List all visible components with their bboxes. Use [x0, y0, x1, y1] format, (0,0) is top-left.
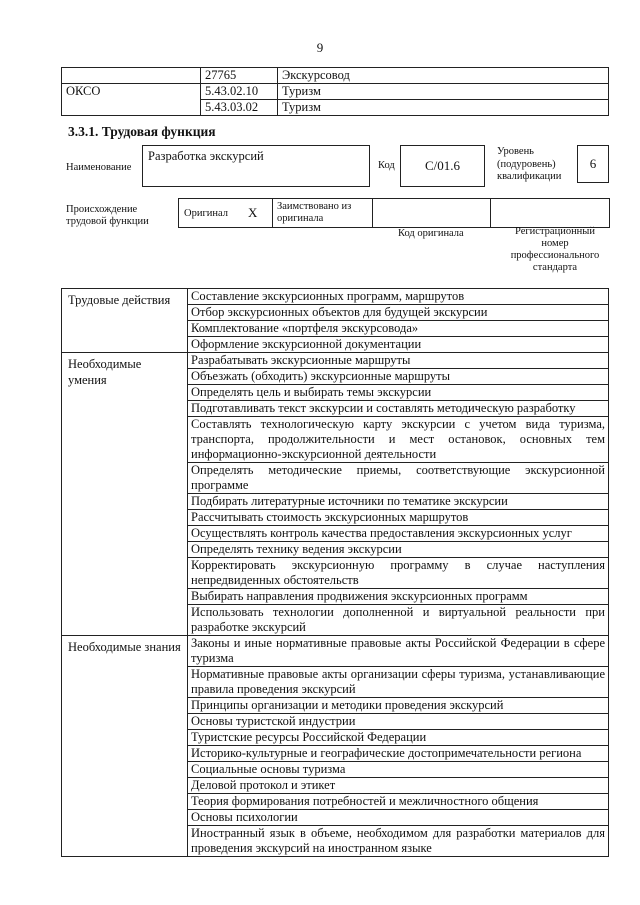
section-item: Туристские ресурсы Российской Федерации	[188, 730, 609, 746]
okso-name: Туризм	[278, 100, 609, 116]
section-category: Трудовые действия	[62, 289, 188, 353]
section-item: Объезжать (обходить) экскурсионные маршруты	[188, 369, 609, 385]
okso-empty-cell	[62, 68, 201, 84]
divider	[372, 198, 373, 228]
reg-number-label: Регистрационный номер профессионального стандарта	[510, 226, 600, 273]
section-item: Основы психологии	[188, 810, 609, 826]
okso-code: 5.43.02.10	[201, 84, 278, 100]
divider	[490, 198, 491, 228]
table-row	[62, 353, 609, 369]
section-item: Социальные основы туризма	[188, 762, 609, 778]
okso-name: Экскурсовод	[278, 68, 609, 84]
section-item: Подбирать литературные источники по тематике экскурсии	[188, 494, 609, 510]
labor-function-table	[61, 288, 609, 857]
table-row	[62, 84, 609, 100]
okso-name: Туризм	[278, 84, 609, 100]
table-row	[62, 289, 609, 305]
original-mark: X	[248, 205, 258, 220]
code-label: Код	[378, 160, 395, 171]
okso-label: ОКСО	[62, 84, 201, 116]
level-label: Уровень (подуровень) квалификации	[497, 146, 562, 182]
original-label: Оригинал	[184, 208, 228, 219]
okso-table	[61, 67, 609, 116]
section-item: Комплектование «портфеля экскурсовода»	[188, 321, 609, 337]
function-name-value: Разработка экскурсий	[148, 149, 264, 163]
function-code-field	[400, 145, 485, 187]
divider	[272, 198, 273, 228]
function-name-field	[142, 145, 370, 187]
section-item: Теория формирования потребностей и межличностного общения	[188, 794, 609, 810]
level-field	[577, 145, 609, 183]
section-item: Определять технику ведения экскурсии	[188, 542, 609, 558]
table-row	[62, 636, 609, 667]
section-item: Корректировать экскурсионную программу в случае наступления непредвиденных обстоятельств	[188, 558, 609, 589]
section-item: Выбирать направления продвижения экскурсионных программ	[188, 589, 609, 605]
section-title: 3.3.1. Трудовая функция	[68, 124, 216, 139]
section-item: Подготавливать текст экскурсии и составлять методическую разработку	[188, 401, 609, 417]
page-number: 9	[316, 40, 324, 55]
section-item: Составление экскурсионных программ, маршрутов	[188, 289, 609, 305]
borrowed-label: Заимствовано из оригинала	[277, 201, 352, 224]
section-item: Разрабатывать экскурсионные маршруты	[188, 353, 609, 369]
section-item: Нормативные правовые акты организации сферы туризма, устанавливающие правила проведения экскурсий	[188, 667, 609, 698]
section-item: Оформление экскурсионной документации	[188, 337, 609, 353]
section-item: Составлять технологическую карту экскурсии с учетом вида туризма, транспорта, продолжительности и мест остановок, основных тем информационно-экскурсионной деятельности	[188, 417, 609, 463]
section-item: Историко-культурные и географические достопримечательности региона	[188, 746, 609, 762]
okso-code: 27765	[201, 68, 278, 84]
section-item: Осуществлять контроль качества предоставления экскурсионных услуг	[188, 526, 609, 542]
section-item: Определять методические приемы, соответствующие экскурсионной программе	[188, 463, 609, 494]
name-label: Наименование	[66, 162, 132, 173]
section-category: Необходимые знания	[62, 636, 188, 857]
section-item: Основы туристской индустрии	[188, 714, 609, 730]
origin-table	[178, 198, 610, 228]
okso-code: 5.43.03.02	[201, 100, 278, 116]
code-original-label: Код оригинала	[398, 228, 464, 239]
level-value: 6	[589, 156, 597, 171]
section-item: Отбор экскурсионных объектов для будущей экскурсии	[188, 305, 609, 321]
section-item: Рассчитывать стоимость экскурсионных маршрутов	[188, 510, 609, 526]
section-item: Использовать технологии дополненной и виртуальной реальности при разработке экскурсий	[188, 605, 609, 636]
section-item: Иностранный язык в объеме, необходимом для разработки материалов для проведения экскурсий на иностранном языке	[188, 826, 609, 857]
function-code-value: C/01.6	[424, 158, 461, 173]
origin-label: Происхождение трудовой функции	[66, 204, 149, 227]
section-item: Определять цель и выбирать темы экскурсии	[188, 385, 609, 401]
section-category: Необходимые умения	[62, 353, 188, 636]
section-item: Деловой протокол и этикет	[188, 778, 609, 794]
section-item: Законы и иные нормативные правовые акты Российской Федерации в сфере туризма	[188, 636, 609, 667]
section-item: Принципы организации и методики проведения экскурсий	[188, 698, 609, 714]
table-row	[62, 68, 609, 84]
